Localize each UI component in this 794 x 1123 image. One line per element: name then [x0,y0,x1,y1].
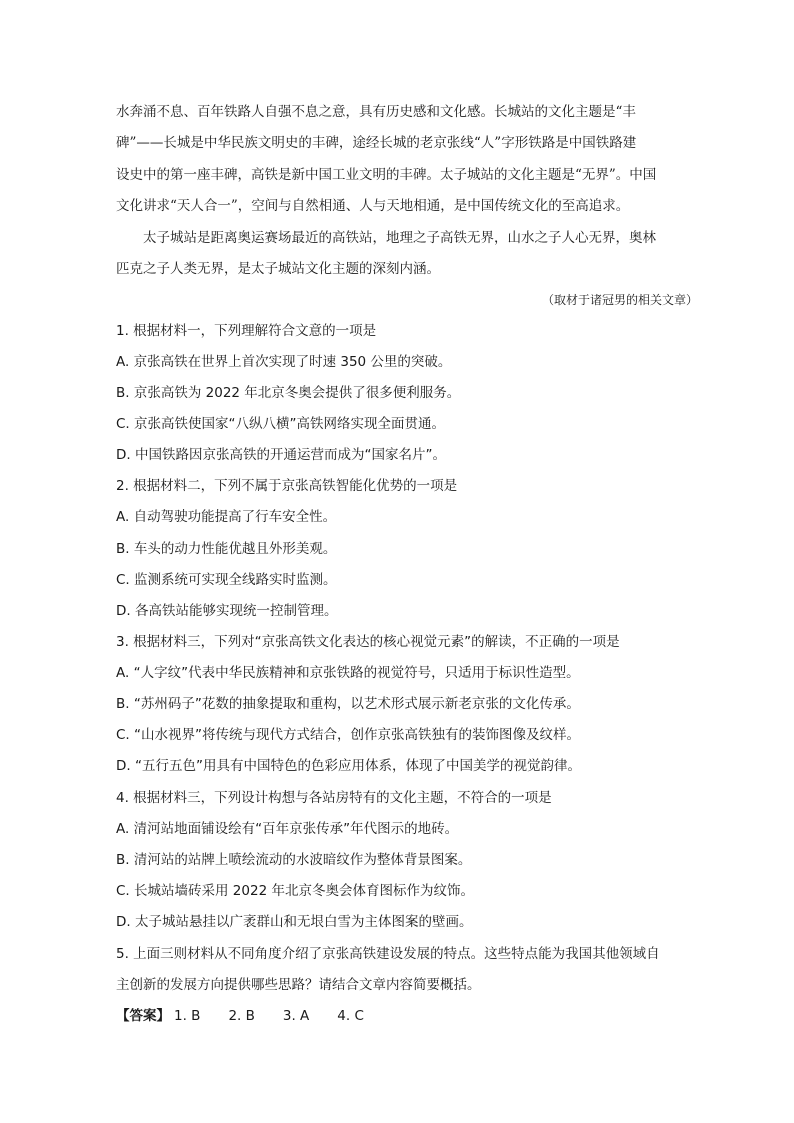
answer-4: 4. C [337,1008,364,1024]
question-1-option-d: D. 中国铁路因京张高铁的开通运营而成为“国家名片”。 [116,447,446,463]
passage-line-2: 碑”——长城是中华民族文明史的丰碑，途经长城的老京张线“人”字形铁路是中国铁路建 [116,135,637,151]
question-4-option-c: C. 长城站墙砖采用 2022 年北京冬奥会体育图标作为纹饰。 [116,883,474,899]
question-2-stem: 2. 根据材料二，下列不属于京张高铁智能化优势的一项是 [116,478,458,494]
passage-line-6: 匹克之子人类无界，是太子城站文化主题的深刻内涵。 [116,261,440,277]
question-3-option-d: D. “五行五色”用具有中国特色的色彩应用体系，体现了中国美学的视觉韵律。 [116,758,581,774]
question-3-option-a: A. “人字纹”代表中华民族精神和京张铁路的视觉符号，只适用于标识性造型。 [116,665,580,681]
question-2-option-b: B. 车头的动力性能优越且外形美观。 [116,541,337,557]
passage-line-3: 设史中的第一座丰碑，高铁是新中国工业文明的丰碑。太子城站的文化主题是“无界”。中国 [116,167,657,183]
question-1-option-a: A. 京张高铁在世界上首次实现了时速 350 公里的突破。 [116,354,452,370]
question-4-option-d: D. 太子城站悬挂以广袤群山和无垠白雪为主体图案的壁画。 [116,914,473,930]
passage-line-1: 水奔涌不息、百年铁路人自强不息之意，具有历史感和文化感。长城站的文化主题是“丰 [116,104,636,120]
answer-label: 【答案】 [116,1008,170,1024]
passage-line-4: 文化讲求“天人合一”，空间与自然相通、人与天地相通，是中国传统文化的至高追求。 [116,198,630,214]
source-citation: （取材于诸冠男的相关文章） [541,293,698,307]
passage-line-5: 太子城站是距离奥运赛场最近的高铁站，地理之子高铁无界，山水之子人心无界，奥林 [116,230,656,246]
answer-key [116,1006,388,1026]
question-5-line-2: 主创新的发展方向提供哪些思路？请结合文章内容简要概括。 [116,977,481,993]
question-4-option-a: A. 清河站地面铺设绘有“百年京张传承”年代图示的地砖。 [116,821,459,837]
question-2-option-a: A. 自动驾驶功能提高了行车安全性。 [116,509,337,525]
question-2-option-c: C. 监测系统可实现全线路实时监测。 [116,572,337,588]
question-1-option-c: C. 京张高铁使国家“八纵八横”高铁网络实现全面贯通。 [116,416,445,432]
question-1-option-b: B. 京张高铁为 2022 年北京冬奥会提供了很多便利服务。 [116,385,461,401]
answer-2: 2. B [228,1008,255,1024]
question-2-option-d: D. 各高铁站能够实现统一控制管理。 [116,603,338,619]
question-3-option-b: B. “苏州码子”花数的抽象提取和重构，以艺术形式展示新老京张的文化传承。 [116,696,580,712]
question-3-option-c: C. “山水视界”将传统与现代方式结合，创作京张高铁独有的装饰图像及纹样。 [116,727,580,743]
answer-1: 1. B [174,1008,201,1024]
question-4-option-b: B. 清河站的站牌上喷绘流动的水波暗纹作为整体背景图案。 [116,852,472,868]
question-3-stem: 3. 根据材料三，下列对“京张高铁文化表达的核心视觉元素”的解读，不正确的一项是 [116,634,620,650]
question-5-line-1: 5. 上面三则材料从不同角度介绍了京张高铁建设发展的特点。这些特点能为我国其他领域自 [116,946,660,962]
question-1-stem: 1. 根据材料一，下列理解符合文意的一项是 [116,323,377,339]
question-4-stem: 4. 根据材料三，下列设计构想与各站房特有的文化主题，不符合的一项是 [116,790,552,806]
answer-3: 3. A [282,1008,310,1024]
